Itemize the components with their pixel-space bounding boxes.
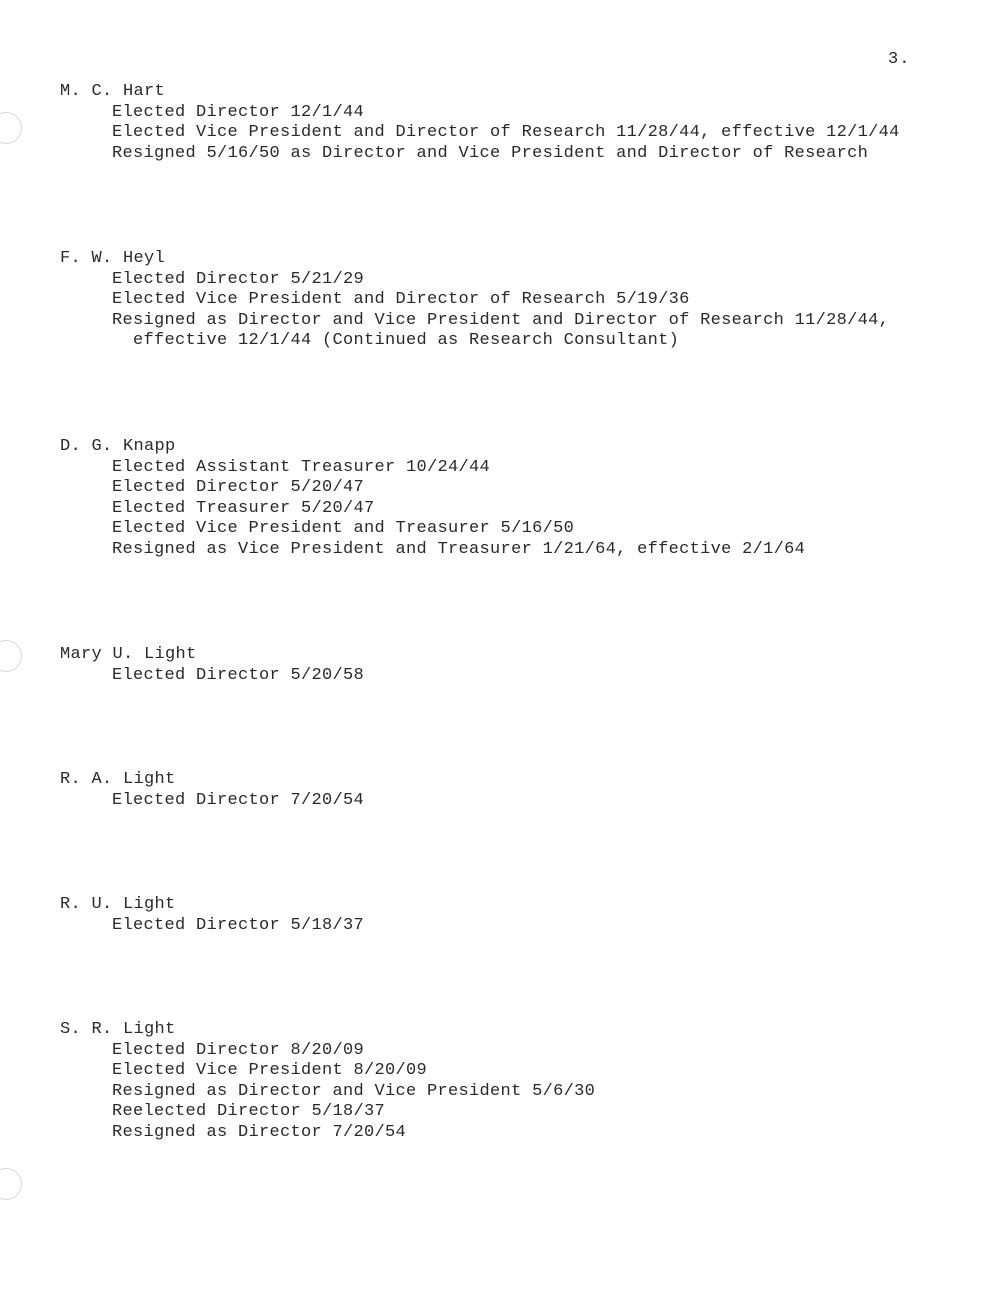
person-name: Mary U. Light — [60, 645, 197, 664]
record-line: Elected Director 12/1/44 — [112, 102, 365, 122]
record-entry — [60, 895, 364, 936]
record-line: Elected Director 5/20/47 — [112, 478, 365, 497]
record-lines — [60, 270, 889, 352]
person-name: R. A. Light — [60, 770, 176, 789]
record-lines — [60, 791, 364, 812]
record-line: Elected Vice President and Director of Research 5/19/36 — [112, 290, 690, 309]
record-lines — [60, 1041, 595, 1144]
record-line: Elected Director 8/20/09 — [112, 1040, 365, 1060]
record-entry — [60, 770, 364, 811]
punch-hole-mark — [0, 112, 22, 144]
record-line: Reelected Director 5/18/37 — [112, 1102, 386, 1121]
person-name: D. G. Knapp — [60, 437, 176, 456]
record-lines — [60, 458, 805, 561]
record-entry — [60, 645, 364, 686]
record-line: Elected Vice President and Director of Research 11/28/44, effective 12/1/44 — [112, 123, 900, 142]
person-name: S. R. Light — [60, 1020, 176, 1039]
record-line: Resigned as Vice President and Treasurer 1/21/64, effective 2/1/64 — [112, 539, 806, 559]
record-line: Resigned 5/16/50 as Director and Vice President and Director of Research — [112, 143, 869, 163]
record-line: Elected Director 5/20/58 — [112, 665, 365, 685]
record-line: Elected Treasurer 5/20/47 — [112, 498, 375, 518]
record-entry — [60, 249, 889, 352]
person-name: F. W. Heyl — [60, 249, 166, 268]
record-line: Elected Vice President 8/20/09 — [112, 1061, 428, 1080]
record-line: Resigned as Director and Vice President 5/6/30 — [112, 1081, 596, 1101]
person-name: M. C. Hart — [60, 82, 166, 101]
record-lines — [60, 916, 364, 937]
record-line: Elected Assistant Treasurer 10/24/44 — [112, 457, 491, 477]
person-name: R. U. Light — [60, 895, 176, 914]
punch-hole-mark — [0, 1168, 22, 1200]
record-entry — [60, 82, 900, 164]
record-line: Elected Vice President and Treasurer 5/16/50 — [112, 519, 575, 538]
record-line: Elected Director 7/20/54 — [112, 790, 365, 810]
record-line: Resigned as Director 7/20/54 — [112, 1122, 407, 1142]
record-lines — [60, 666, 364, 687]
record-lines — [60, 103, 900, 165]
page-number: 3. — [888, 50, 911, 69]
punch-hole-mark — [0, 640, 22, 672]
record-entry — [60, 1020, 595, 1143]
record-line: Elected Director 5/21/29 — [112, 269, 365, 289]
record-line: Elected Director 5/18/37 — [112, 915, 365, 935]
record-line-continuation: effective 12/1/44 (Continued as Research Consultant) — [133, 331, 680, 350]
record-entry — [60, 437, 805, 560]
record-line: Resigned as Director and Vice President and Director of Research 11/28/44, — [112, 310, 890, 330]
